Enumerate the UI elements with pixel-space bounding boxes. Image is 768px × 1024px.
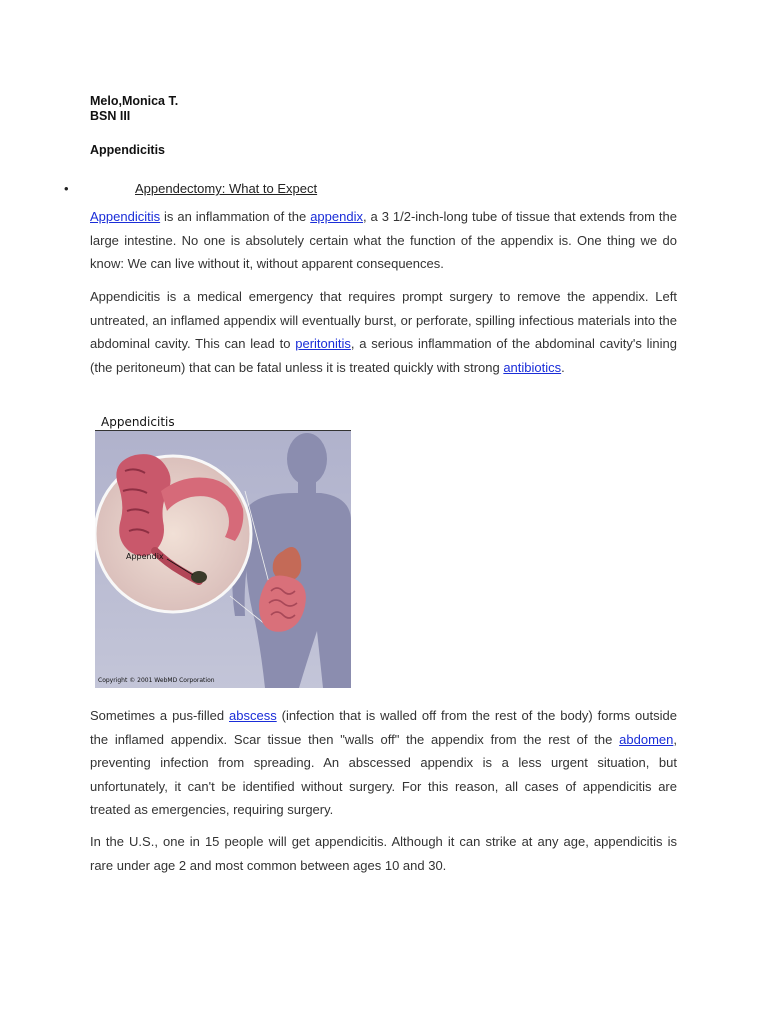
appendicitis-figure [95, 412, 351, 688]
para2-text-1: Appendicitis is a medical emergency that requires prompt surgery to remove the appendix. Left untreated, an inflamed appendix will eventually burst, or perforate, spilling infectious materials into the abdominal cavity. This can lead to [90, 289, 677, 351]
link-appendix[interactable]: appendix [310, 209, 363, 224]
para1-text-2: , a 3 1/2-inch-long tube of tissue that extends from the large intestine. No one is absolutely certain what the function of the appendix is. One thing we do know: We can live without it, without apparent consequences. [90, 209, 677, 271]
link-antibiotics[interactable]: antibiotics [503, 359, 562, 375]
para3-text-2: (infection that is walled off from the rest of the body) forms outside the inflamed appendix. Scar tissue then "walls off" the appendix from the rest of the [90, 708, 677, 747]
paragraph-statistics [90, 830, 677, 877]
link-appendicitis[interactable]: Appendicitis [90, 209, 161, 224]
paragraph-abscess [90, 704, 677, 822]
para4-text-1: In the U.S., one in 15 people will get appendicitis. Although it can strike at any age, appendicitis is rare under age 2 and most common between ages 10 and 30. [90, 834, 677, 873]
figure-title: Appendicitis [101, 415, 175, 429]
course-level: BSN III [90, 109, 131, 123]
para1-text-1: is an inflammation of the [160, 209, 311, 224]
bullet-link-appendectomy[interactable]: Appendectomy: What to Expect [135, 181, 318, 196]
figure-label-appendix: Appendix [126, 552, 164, 561]
para2-text-3: . [561, 359, 565, 375]
inflamed-appendix [191, 571, 207, 583]
link-abscess[interactable]: abscess [229, 708, 277, 723]
link-abdomen[interactable]: abdomen [619, 731, 674, 747]
para2-text-2: , a serious inflammation of the abdominal cavity's lining (the peritoneum) that can be fatal unless it is treated quickly with strong [90, 336, 677, 375]
document-title: Appendicitis [90, 143, 166, 157]
paragraph-emergency [90, 285, 677, 379]
paragraph-definition [90, 205, 677, 276]
para3-text-1: Sometimes a pus-filled [90, 708, 229, 723]
bullet-icon: • [64, 181, 69, 196]
para3-text-3: , preventing infection from spreading. An abscessed appendix is a less urgent situation, but unfortunately, it can't be identified without surgery. For this reason, all cases of appendicitis are treated as emergencies, requiring surgery. [90, 731, 677, 817]
figure-copyright: Copyright © 2001 WebMD Corporation [98, 677, 215, 684]
author-name: Melo,Monica T. [90, 94, 179, 108]
link-peritonitis[interactable]: peritonitis [295, 336, 351, 351]
